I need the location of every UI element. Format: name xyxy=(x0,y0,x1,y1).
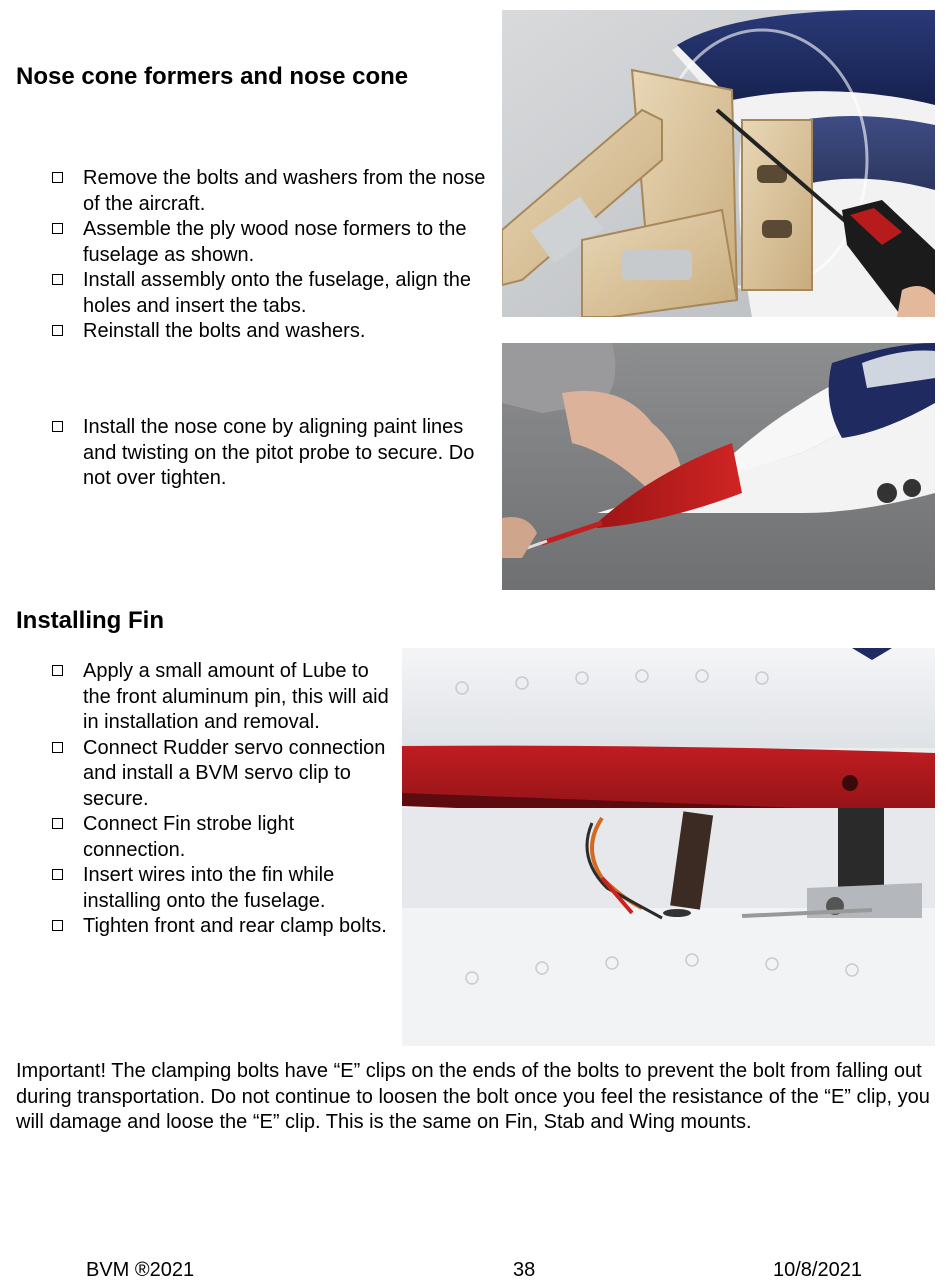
checkbox-icon[interactable] xyxy=(52,742,63,753)
checklist-item: Assemble the ply wood nose formers to the fuselage as shown. xyxy=(16,217,486,268)
nose-cone-steps-list xyxy=(16,415,486,492)
footer-copyright: BVM ®2021 xyxy=(86,1259,195,1281)
section-title-nose-cone: Nose cone formers and nose cone xyxy=(16,63,409,90)
checkbox-icon[interactable] xyxy=(52,325,63,336)
nose-steps-list xyxy=(16,166,486,345)
checklist-item: Connect Fin strobe light connection. xyxy=(16,812,396,863)
checkbox-icon[interactable] xyxy=(52,818,63,829)
photo-nose-formers xyxy=(502,10,935,317)
photo-fin-install xyxy=(402,648,935,1046)
checklist-item: Tighten front and rear clamp bolts. xyxy=(16,914,396,940)
checkbox-icon[interactable] xyxy=(52,421,63,432)
footer-date: 10/8/2021 xyxy=(773,1259,862,1281)
checkbox-icon[interactable] xyxy=(52,172,63,183)
checkbox-icon[interactable] xyxy=(52,223,63,234)
checkbox-icon[interactable] xyxy=(52,665,63,676)
checklist-item: Connect Rudder servo connection and install a BVM servo clip to secure. xyxy=(16,736,396,813)
checkbox-icon[interactable] xyxy=(52,869,63,880)
checklist-item: Remove the bolts and washers from the nose of the aircraft. xyxy=(16,166,486,217)
checklist-item: Apply a small amount of Lube to the front aluminum pin, this will aid in installation and removal. xyxy=(16,659,396,736)
footer-page-number: 38 xyxy=(513,1259,536,1281)
checklist-item: Insert wires into the fin while installing onto the fuselage. xyxy=(16,863,396,914)
section-title-installing-fin: Installing Fin xyxy=(16,607,164,634)
checkbox-icon[interactable] xyxy=(52,274,63,285)
checklist-item: Reinstall the bolts and washers. xyxy=(16,319,486,345)
fin-steps-list xyxy=(16,659,396,940)
checklist-item: Install assembly onto the fuselage, align the holes and insert the tabs. xyxy=(16,268,486,319)
important-note: Important! The clamping bolts have “E” clips on the ends of the bolts to prevent the bolt from falling out during transportation. Do not continue to loosen the bolt once you feel the resistance of the “E” clip, you will damage and loose the “E” clip. This is the same on Fin, Stab and Wing mounts. xyxy=(16,1060,930,1133)
checkbox-icon[interactable] xyxy=(52,920,63,931)
checklist-item: Install the nose cone by aligning paint lines and twisting on the pitot probe to secure. Do not over tighten. xyxy=(16,415,486,492)
photo-nose-cone xyxy=(502,343,935,590)
